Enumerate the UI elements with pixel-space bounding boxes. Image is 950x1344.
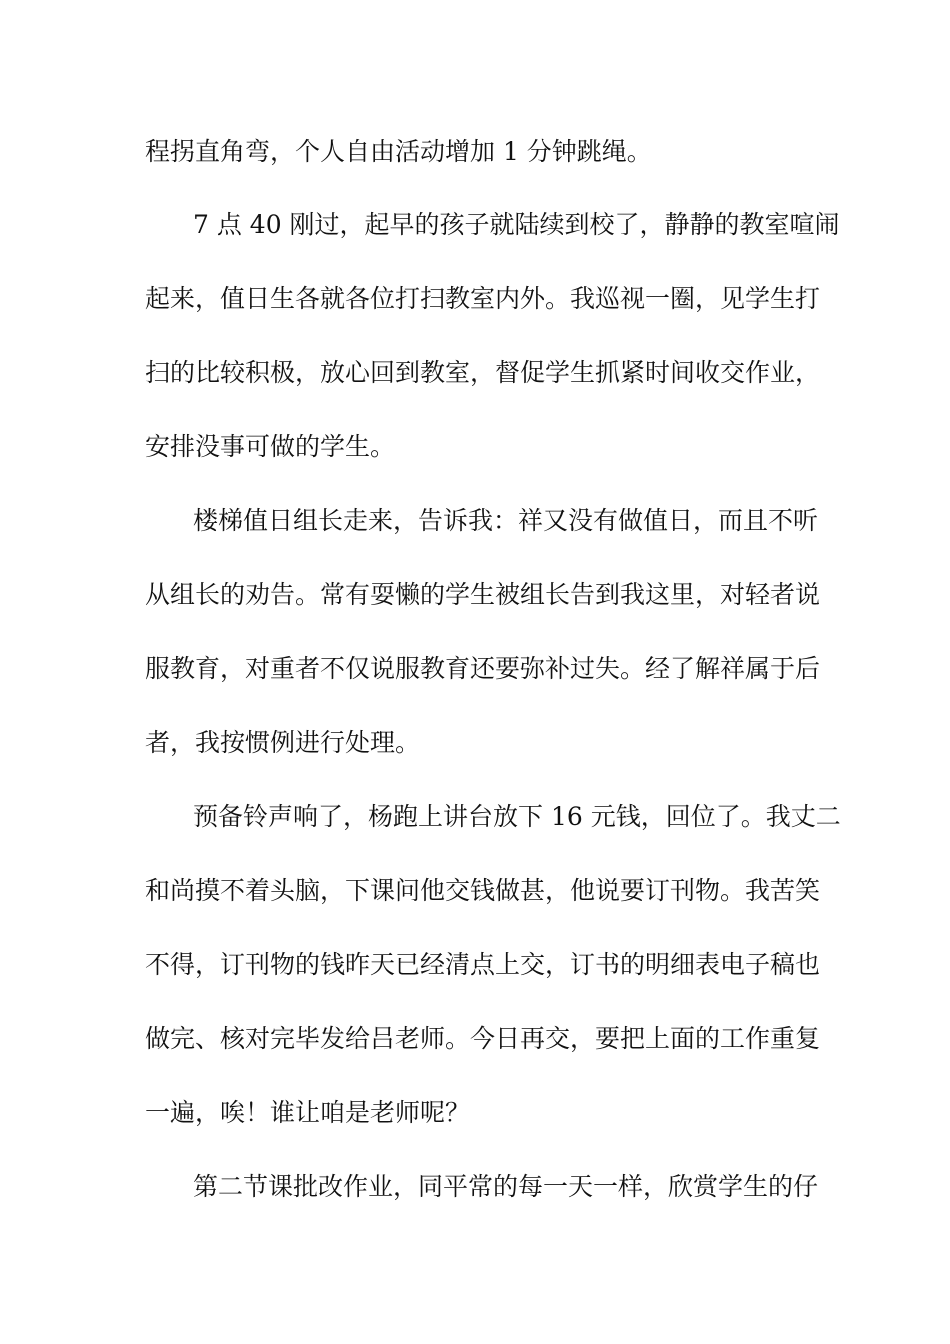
text-line: 者，我按惯例进行处理。 xyxy=(145,728,421,757)
text-line: 从组长的劝告。常有耍懒的学生被组长告到我这里，对轻者说 xyxy=(145,580,821,609)
text-line: 起来，值日生各就各位打扫教室内外。我巡视一圈，见学生打 xyxy=(145,284,821,313)
text-line: 扫的比较积极，放心回到教室，督促学生抓紧时间收交作业， xyxy=(145,358,821,387)
text-line: 程拐直角弯，个人自由活动增加 1 分钟跳绳。 xyxy=(145,137,652,166)
paragraph-first-line: 预备铃声响了，杨跑上讲台放下 16 元钱，回位了。我丈二 xyxy=(193,802,841,831)
text-line: 安排没事可做的学生。 xyxy=(145,432,396,461)
paragraph-first-line: 7 点 40 刚过，起早的孩子就陆续到校了，静静的教室喧闹 xyxy=(193,210,840,239)
paragraph-first-line: 楼梯值日组长走来，告诉我：祥又没有做值日，而且不听 xyxy=(193,506,819,535)
text-line: 一遍，唉！谁让咱是老师呢？ xyxy=(145,1098,471,1127)
text-line: 和尚摸不着头脑，下课问他交钱做甚，他说要订刊物。我苦笑 xyxy=(145,876,821,905)
paragraph-first-line: 第二节课批改作业，同平常的每一天一样，欣赏学生的仔 xyxy=(193,1172,819,1201)
text-line: 做完、核对完毕发给吕老师。今日再交，要把上面的工作重复 xyxy=(145,1024,821,1053)
text-line: 不得，订刊物的钱昨天已经清点上交，订书的明细表电子稿也 xyxy=(145,950,821,979)
text-line: 服教育，对重者不仅说服教育还要弥补过失。经了解祥属于后 xyxy=(145,654,821,683)
